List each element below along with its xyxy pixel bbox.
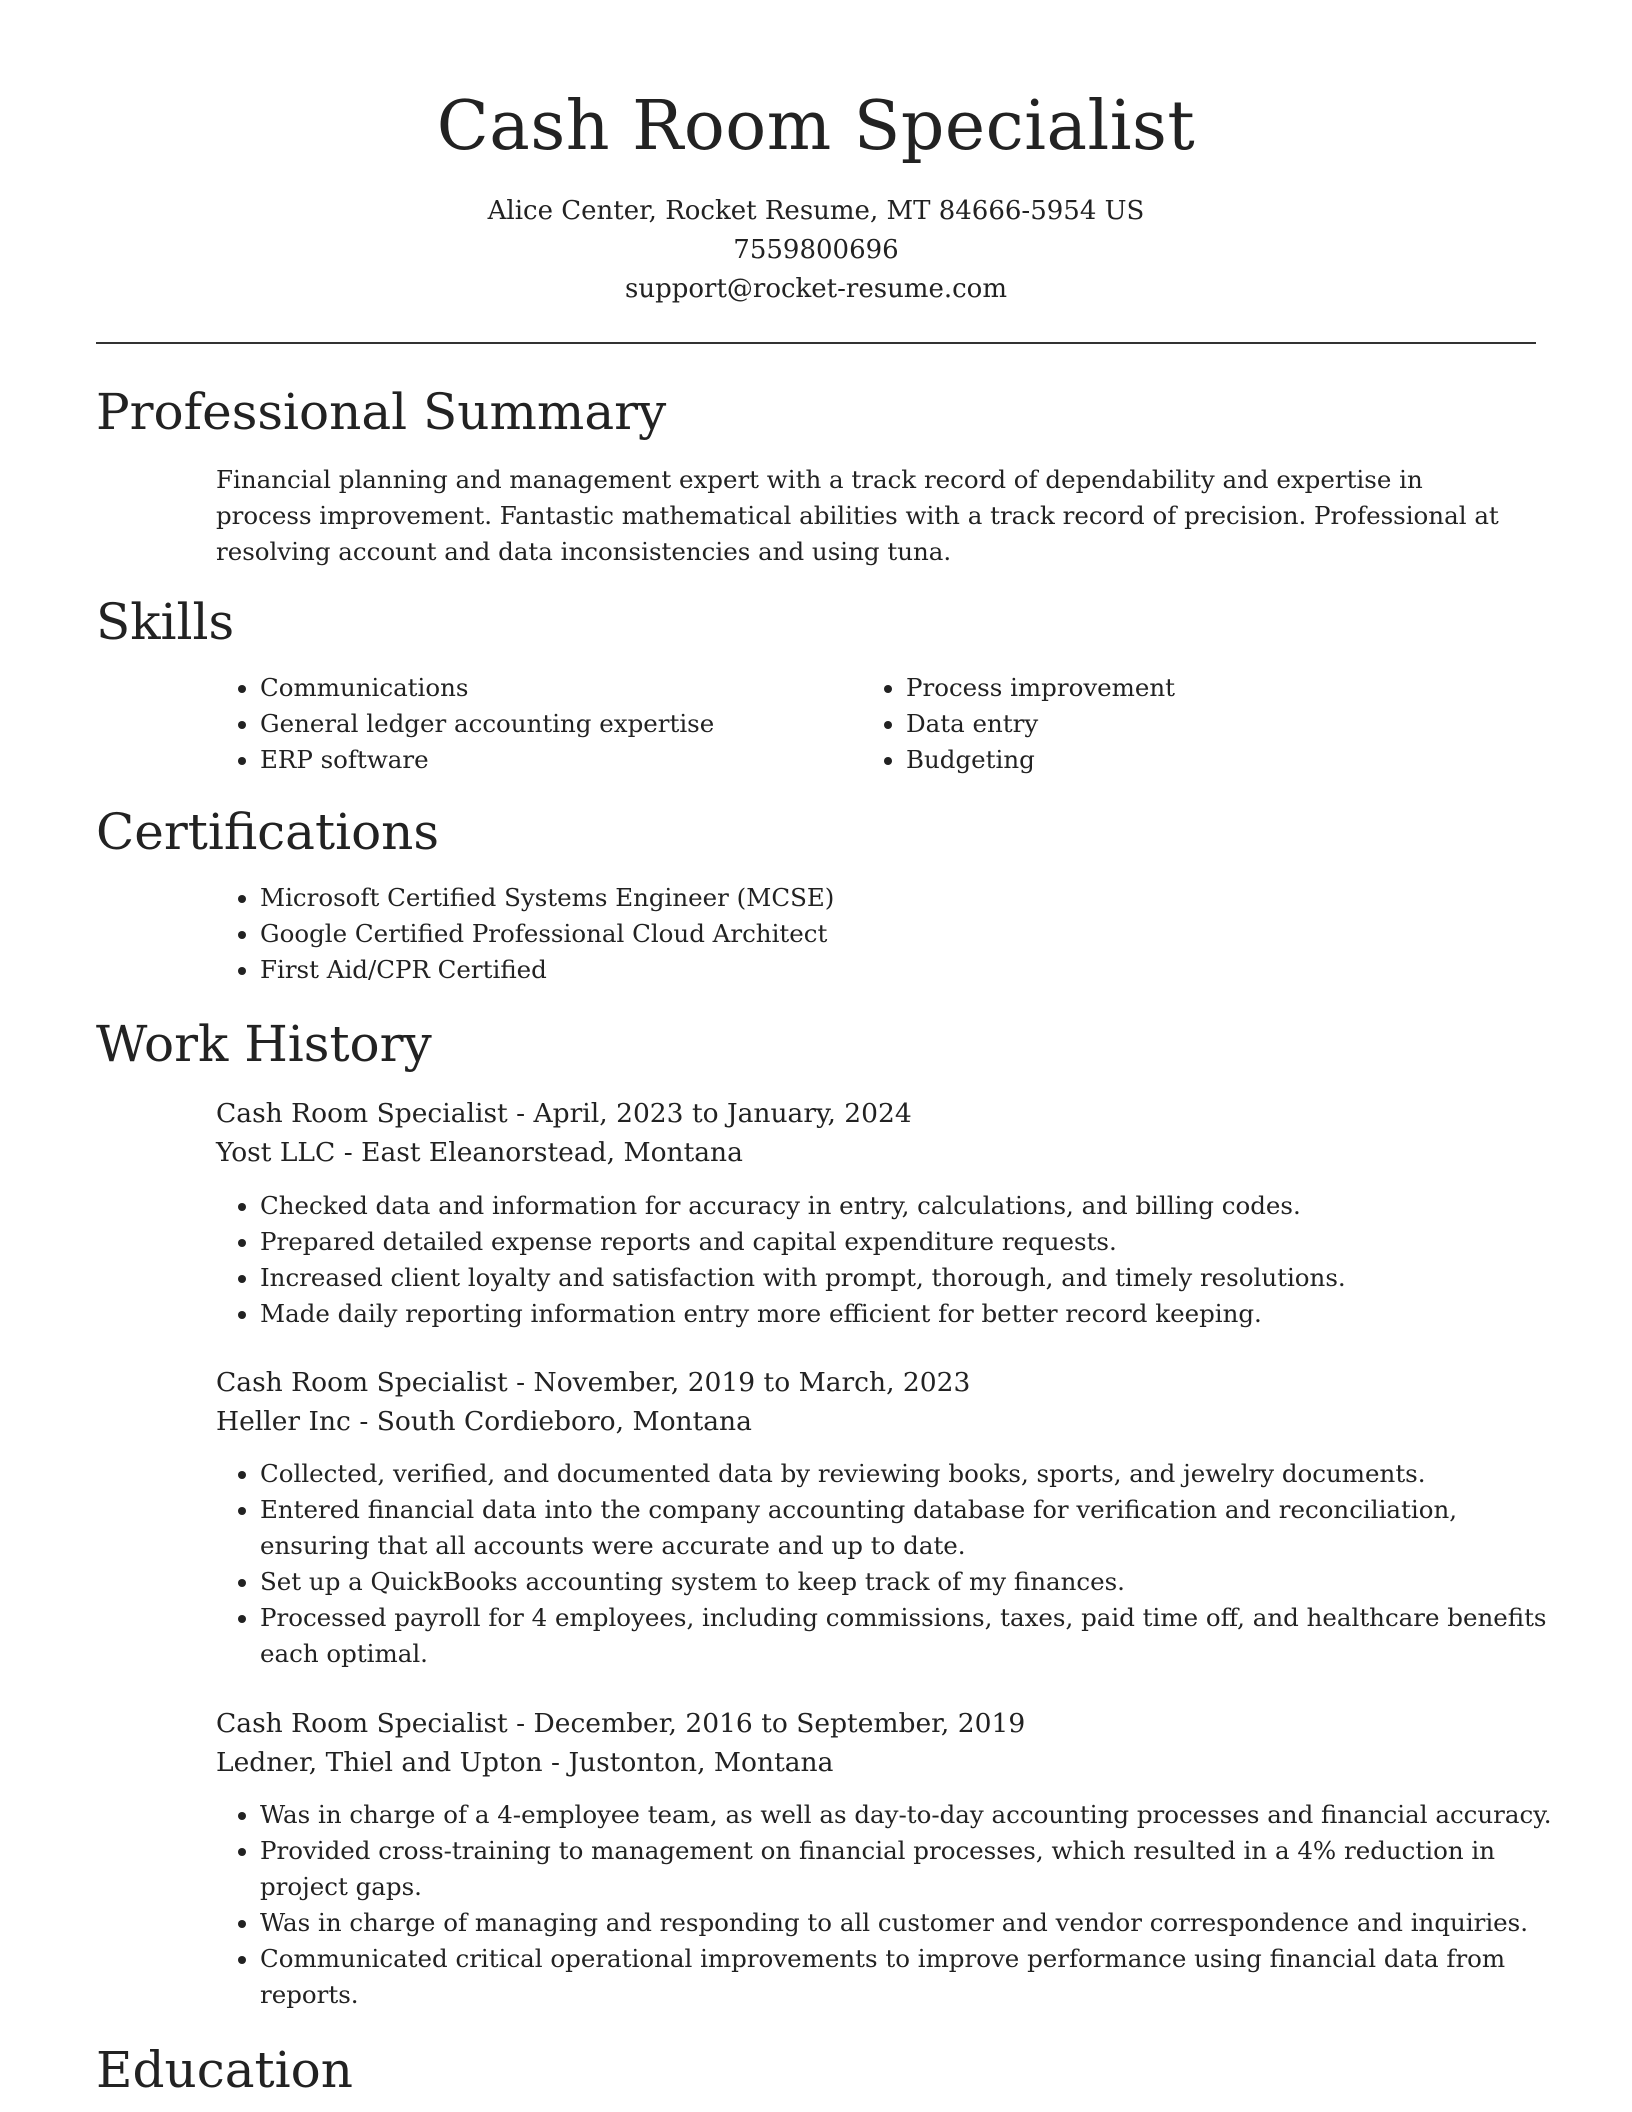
job-bullets — [216, 1797, 1570, 2013]
job-bullet: • Prepared detailed expense reports and capital expenditure requests. — [260, 1224, 1550, 1260]
job-dates: April, 2023 to January, 2024 — [533, 1098, 912, 1129]
job-dates: November, 2019 to March, 2023 — [533, 1367, 971, 1398]
job-bullet: • Checked data and information for accuracy in entry, calculations, and billing codes. — [260, 1188, 1550, 1224]
job-bullet: • Was in charge of managing and responding to all customer and vendor correspondence and inquiries. — [260, 1905, 1570, 1941]
job-bullet: • Was in charge of a 4-employee team, as well as day-to-day accounting processes and financial accuracy. — [260, 1797, 1570, 1833]
job-bullet: • Set up a QuickBooks accounting system to keep track of my finances. — [260, 1564, 1570, 1600]
job-title-line — [216, 1704, 1025, 1743]
job-bullet: • Increased client loyalty and satisfaction with prompt, thorough, and timely resolutions. — [260, 1260, 1550, 1296]
certification-item: • First Aid/CPR Certified — [260, 952, 1540, 988]
job-company: Ledner, Thiel and Upton — [216, 1747, 543, 1778]
skills-heading: Skills — [96, 593, 235, 651]
job-company: Yost LLC — [216, 1137, 336, 1168]
job-location: South Cordieboro, Montana — [376, 1406, 752, 1437]
job-company-line — [216, 1133, 743, 1172]
work-history-heading: Work History — [96, 1015, 432, 1073]
job-role: Cash Room Specialist — [216, 1708, 508, 1739]
job-role: Cash Room Specialist — [216, 1367, 508, 1398]
job-bullet: • Entered financial data into the company accounting database for verification and reconciliation, ensuring that all accounts were accurate and up to date. — [260, 1492, 1570, 1564]
certification-item: • Microsoft Certified Systems Engineer (MCSE) — [260, 880, 1540, 916]
job-company-line — [216, 1743, 833, 1782]
candidate-name: Cash Room Specialist — [436, 87, 1196, 166]
job-bullets — [216, 1188, 1550, 1332]
job-title-line — [216, 1363, 970, 1402]
job-bullet: • Made daily reporting information entry more efficient for better record keeping. — [260, 1296, 1550, 1332]
skill-item: • Budgeting — [906, 742, 1466, 778]
job-separator: - — [335, 1137, 362, 1168]
job-separator: - — [507, 1098, 534, 1129]
job-bullet: • Provided cross-training to management on financial processes, which resulted in a 4% reduction in project gaps. — [260, 1833, 1570, 1905]
job-company-line — [216, 1402, 752, 1441]
skill-item: • Process improvement — [906, 670, 1466, 706]
job-role: Cash Room Specialist — [216, 1098, 508, 1129]
job-location: Justonton, Montana — [568, 1747, 834, 1778]
certification-item: • Google Certified Professional Cloud Architect — [260, 916, 1540, 952]
job-bullet: • Communicated critical operational improvements to improve performance using financial data from reports. — [260, 1941, 1570, 2013]
skill-item: • General ledger accounting expertise — [260, 706, 820, 742]
job-location: East Eleanorstead, Montana — [361, 1137, 743, 1168]
contact-address: Alice Center, Rocket Resume, MT 84666-5954 US — [487, 196, 1145, 226]
job-dates: December, 2016 to September, 2019 — [533, 1708, 1026, 1739]
certifications-heading: Certifications — [96, 803, 440, 861]
header-divider — [96, 342, 1536, 344]
skill-item: • ERP software — [260, 742, 820, 778]
summary-heading: Professional Summary — [96, 383, 667, 441]
skill-item: • Communications — [260, 670, 820, 706]
contact-block — [0, 192, 1632, 309]
job-title-line — [216, 1094, 912, 1133]
skills-list-left — [216, 670, 820, 778]
job-bullets — [216, 1456, 1570, 1672]
skill-item: • Data entry — [906, 706, 1466, 742]
summary-text: Financial planning and management expert with a track record of dependability and expertise in process improvement. Fantastic mathematical abilities with a track record of precision. Professional at resolving account and data inconsistencies and using tuna. — [216, 465, 1499, 566]
contact-email: support@rocket-resume.com — [624, 274, 1007, 304]
job-separator: - — [507, 1367, 534, 1398]
certifications-list — [216, 880, 1540, 988]
job-company: Heller Inc — [216, 1406, 351, 1437]
job-separator: - — [542, 1747, 569, 1778]
job-separator: - — [507, 1708, 534, 1739]
education-heading: Education — [96, 2041, 353, 2099]
job-bullet: • Collected, verified, and documented data by reviewing books, sports, and jewelry documents. — [260, 1456, 1570, 1492]
skills-list-right — [862, 670, 1466, 778]
contact-phone: 7559800696 — [733, 235, 899, 265]
job-separator: - — [350, 1406, 377, 1437]
resume-header — [0, 0, 1632, 309]
job-bullet: • Processed payroll for 4 employees, including commissions, taxes, paid time off, and healthcare benefits each optimal. — [260, 1600, 1570, 1672]
